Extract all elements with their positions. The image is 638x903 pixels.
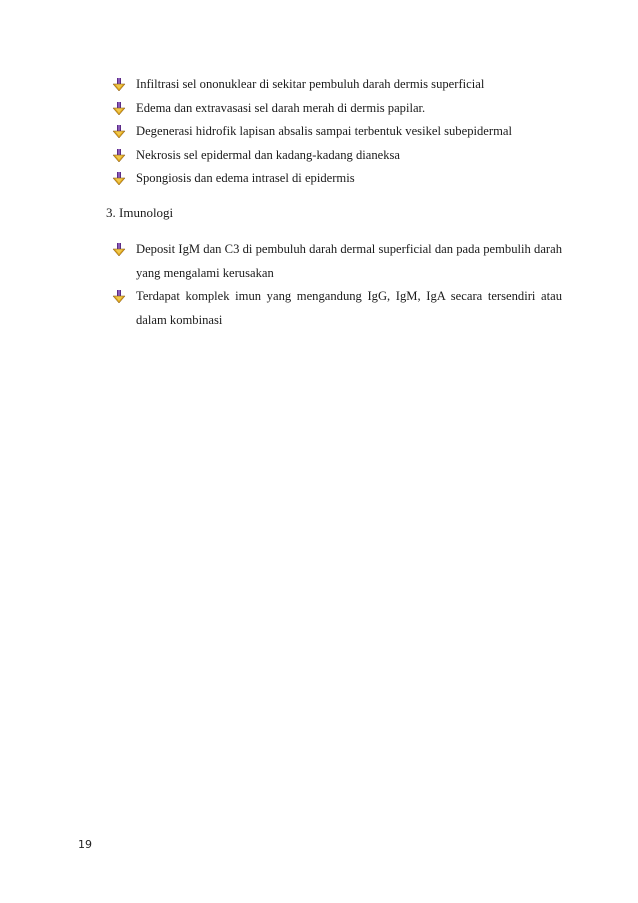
section-heading-imunologi: 3. Imunologi	[106, 205, 174, 220]
list-item-text: Edema dan extravasasi sel darah merah di dermis papilar.	[136, 100, 426, 115]
list-item	[112, 144, 572, 168]
list-item	[112, 167, 572, 191]
arrow-down-bullet-icon	[112, 125, 126, 139]
arrow-down-bullet-icon	[112, 149, 126, 163]
bullet-list-imunologi	[112, 238, 562, 332]
arrow-down-bullet-icon	[112, 102, 126, 116]
list-item-text: Degenerasi hidrofik lapisan absalis sampai terbentuk vesikel subepidermal	[136, 124, 512, 138]
list-item	[112, 238, 562, 285]
list-item	[112, 97, 572, 121]
list-item-text: Terdapat komplek imun yang mengandung IgG, IgM, IgA secara tersendiri atau dalam kombinasi	[136, 289, 562, 327]
list-item-text: Spongiosis dan edema intrasel di epidermis	[136, 171, 355, 185]
list-item	[112, 73, 572, 97]
list-item-text: Infiltrasi sel ononuklear di sekitar pembuluh darah dermis superficial	[136, 77, 485, 91]
list-item-text: Deposit IgM dan C3 di pembuluh darah dermal superficial dan pada pembulih darah yang mengalami kerusakan	[136, 242, 562, 280]
bullet-list-histopatologi	[112, 73, 572, 191]
list-item	[112, 285, 562, 332]
arrow-down-bullet-icon	[112, 243, 126, 257]
list-item	[112, 120, 572, 144]
arrow-down-bullet-icon	[112, 78, 126, 92]
arrow-down-bullet-icon	[112, 172, 126, 186]
arrow-down-bullet-icon	[112, 290, 126, 304]
page-number: 19	[78, 838, 92, 851]
list-item-text: Nekrosis sel epidermal dan kadang-kadang dianeksa	[136, 147, 401, 162]
